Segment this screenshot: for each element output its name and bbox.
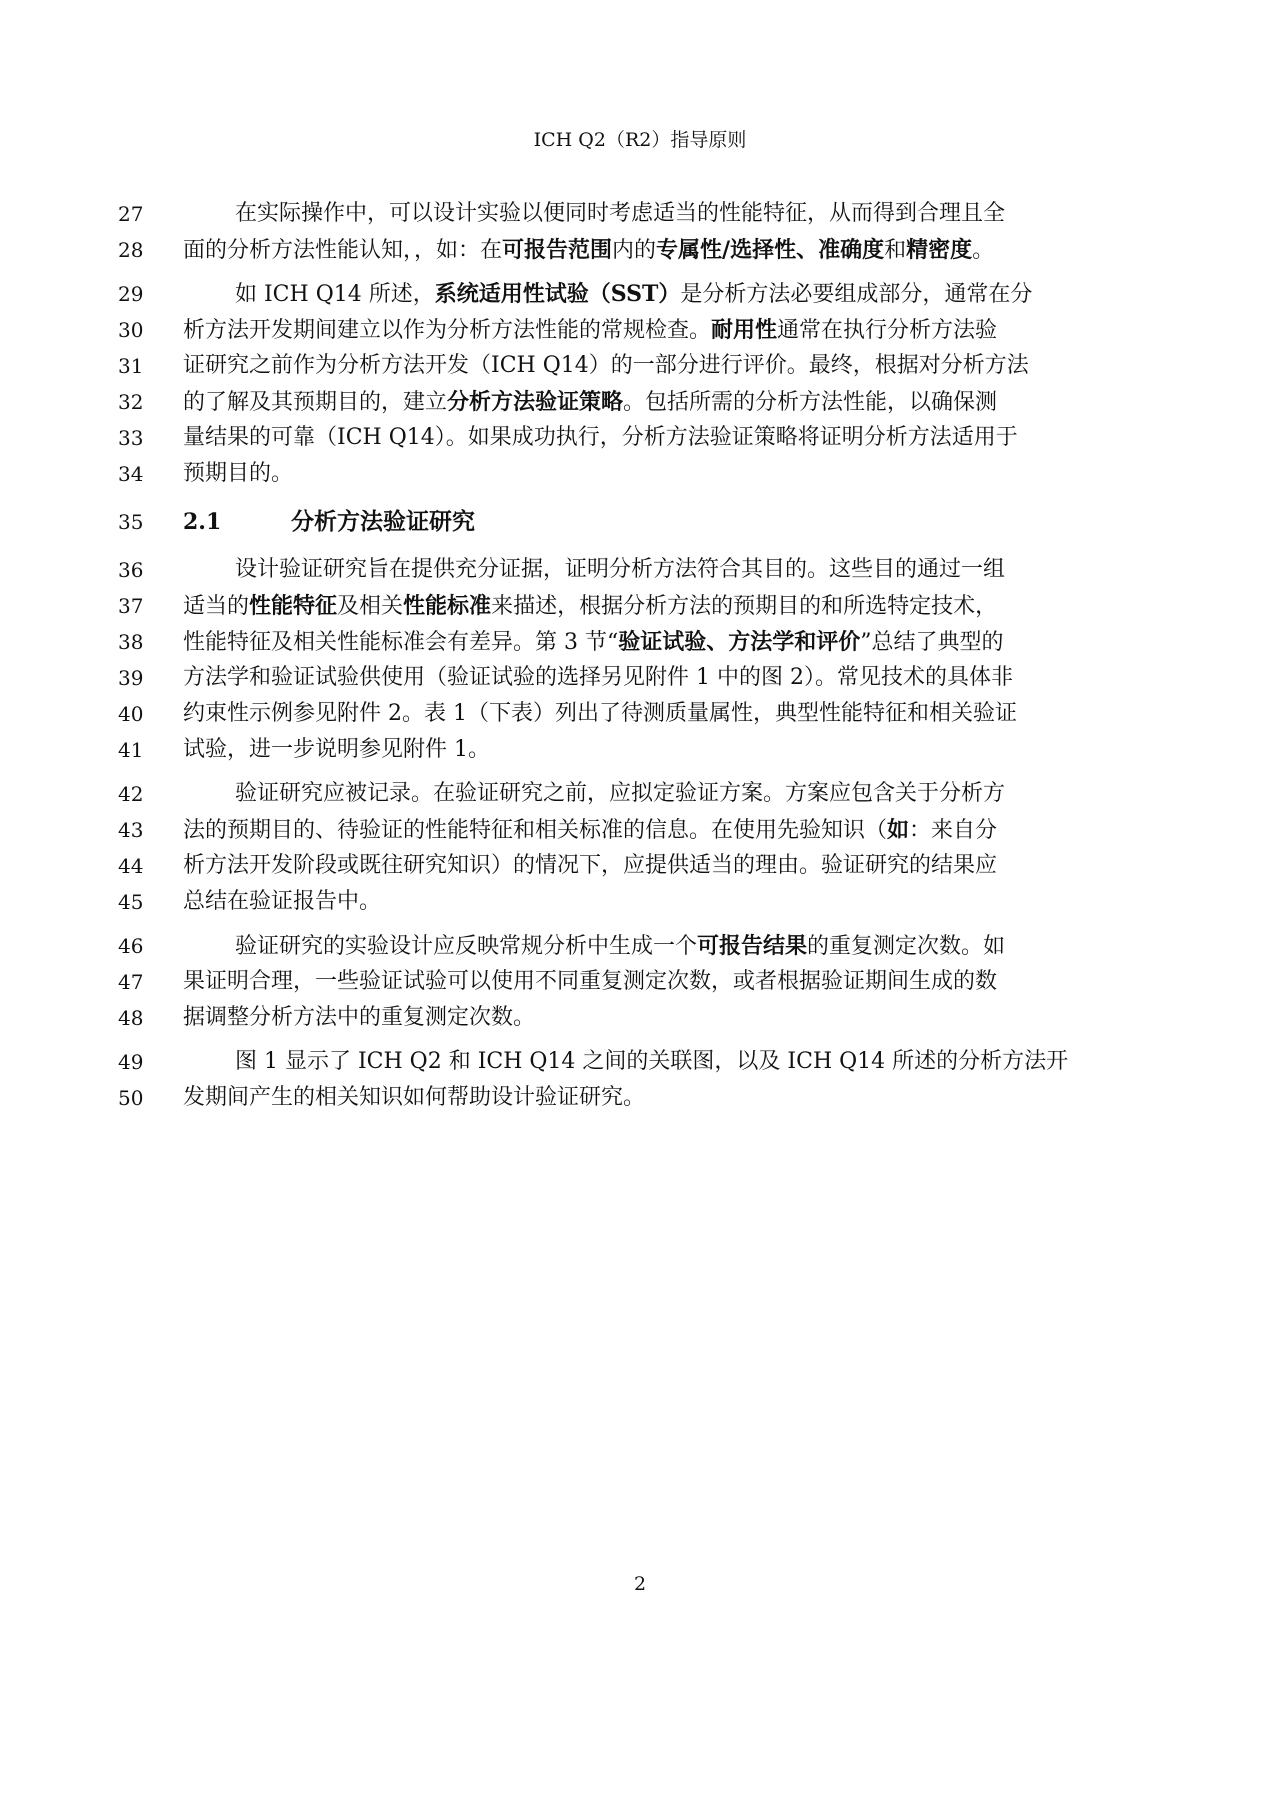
line-text: [183, 884, 1162, 920]
text-run: 发期间产生的相关知识如何帮助设计验证研究。: [183, 1085, 646, 1110]
line-text: [183, 732, 1162, 768]
text-run: 适当的: [183, 594, 250, 619]
text-run: 的重复测定次数。如: [807, 934, 1006, 959]
line-text: [183, 964, 1162, 1000]
text-line: [0, 276, 1280, 312]
bold-term: 性能特征: [249, 593, 338, 619]
text-run: 验证研究的实验设计应反映常规分析中生成一个: [235, 934, 698, 959]
bold-term: 系统适用性试验（SST）: [434, 281, 681, 307]
text-run: 及相关: [337, 594, 404, 619]
bold-term: 可报告范围: [502, 237, 613, 263]
text-line: [0, 964, 1280, 1000]
text-run: 是分析方法必要组成部分，通常在分: [680, 282, 1033, 307]
bold-term: 耐用性: [711, 317, 778, 343]
text-line: [0, 384, 1280, 420]
text-run: 通常在执行分析方法验: [777, 318, 998, 343]
text-run: ：来自分: [909, 818, 998, 843]
bold-term: 可报告结果: [697, 933, 808, 959]
section-heading: [0, 504, 1280, 540]
text-run: 图 1 显示了 ICH Q2 和 ICH Q14 之间的关联图，以及 ICH Q14 所述的分析方法开: [235, 1049, 1069, 1074]
text-line: [0, 348, 1280, 384]
text-run: 析方法开发期间建立以作为分析方法性能的常规检查。: [183, 318, 712, 343]
line-text: [183, 456, 1162, 492]
bold-term: 分析方法验证策略: [447, 389, 624, 415]
text-line: [0, 928, 1280, 964]
line-number: 35: [118, 510, 144, 534]
text-run: ”总结了典型的: [860, 630, 1004, 655]
text-run: 来描述，根据分析方法的预期目的和所选特定技术，: [491, 594, 998, 619]
line-text: [183, 812, 1162, 849]
text-run: 总结在验证报告中。: [183, 889, 382, 914]
text-line: [0, 812, 1280, 848]
text-run: 性能特征及相关性能标准会有差异。第 3 节“: [183, 630, 619, 655]
line-number: 31: [118, 354, 144, 378]
line-number: 50: [118, 1086, 144, 1110]
text-line: [0, 232, 1280, 268]
line-number: 46: [118, 934, 144, 958]
text-line: [0, 588, 1280, 624]
line-number: 37: [118, 594, 144, 618]
section-number: 2.1: [183, 509, 222, 535]
text-line: [0, 696, 1280, 732]
line-number: 27: [118, 202, 144, 226]
text-line: [0, 552, 1280, 588]
text-line: [0, 1000, 1280, 1036]
line-number: 49: [118, 1050, 144, 1074]
text-line: [0, 196, 1280, 232]
line-number: 33: [118, 426, 144, 450]
section-title: 分析方法验证研究: [291, 508, 475, 535]
line-text: [183, 848, 1162, 884]
text-line: [0, 1080, 1280, 1116]
text-line: [0, 1044, 1280, 1080]
bold-term: 验证试验、方法学和评价: [618, 629, 861, 655]
line-text: [235, 552, 1162, 588]
text-run: 的了解及其预期目的，建立: [183, 390, 448, 415]
line-number: 43: [118, 818, 144, 842]
line-number: 48: [118, 1006, 144, 1030]
text-line: [0, 456, 1280, 492]
text-run: 。包括所需的分析方法性能，以确保测: [623, 390, 998, 415]
text-run: 据调整分析方法中的重复测定次数。: [183, 1005, 536, 1030]
line-text: [183, 624, 1162, 661]
text-run: 验证研究应被记录。在验证研究之前，应拟定验证方案。方案应包含关于分析方: [235, 781, 1006, 806]
line-text: [235, 196, 1162, 232]
line-text: [183, 384, 1162, 421]
text-line: [0, 776, 1280, 812]
running-header: ICH Q2（R2）指导原则: [533, 129, 747, 151]
line-number: 45: [118, 890, 144, 914]
line-number: 40: [118, 702, 144, 726]
text-line: [0, 660, 1280, 696]
text-run: 约束性示例参见附件 2。表 1（下表）列出了待测质量属性，典型性能特征和相关验证: [183, 701, 1017, 726]
text-line: [0, 624, 1280, 660]
text-line: [0, 884, 1280, 920]
line-number: 38: [118, 630, 144, 654]
text-run: 法的预期目的、待验证的性能特征和相关标准的信息。在使用先验知识（: [183, 818, 888, 843]
text-line: [0, 312, 1280, 348]
line-text: [183, 348, 1162, 384]
text-run: 方法学和验证试验供使用（验证试验的选择另见附件 1 中的图 2）。常见技术的具体非: [183, 665, 1013, 690]
line-text: [235, 928, 1162, 965]
text-run: 在实际操作中，可以设计实验以便同时考虑适当的性能特征，从而得到合理且全: [235, 201, 1006, 226]
line-text: [235, 776, 1162, 812]
line-number: 42: [118, 782, 144, 806]
line-number: 29: [118, 282, 144, 306]
line-text: [235, 1044, 1162, 1080]
text-line: [0, 848, 1280, 884]
text-run: 析方法开发阶段或既往研究知识）的情况下，应提供适当的理由。验证研究的结果应: [183, 853, 998, 878]
line-text: [183, 696, 1162, 732]
text-run: 如 ICH Q14 所述，: [235, 282, 435, 307]
text-run: 设计验证研究旨在提供充分证据，证明分析方法符合其目的。这些目的通过一组: [235, 557, 1006, 582]
line-number: 44: [118, 854, 144, 878]
bold-term: 专属性/选择性、准确度: [656, 237, 885, 263]
bold-term: 如: [887, 817, 910, 843]
text-line: [0, 420, 1280, 456]
line-number: 34: [118, 462, 144, 486]
line-text: [183, 660, 1162, 696]
line-number: 30: [118, 318, 144, 342]
text-run: 证研究之前作为分析方法开发（ICH Q14）的一部分进行评价。最终，根据对分析方法: [183, 353, 1029, 378]
text-run: 。: [972, 238, 995, 263]
text-run: 果证明合理，一些验证试验可以使用不同重复测定次数，或者根据验证期间生成的数: [183, 969, 998, 994]
text-run: 面的分析方法性能认知，，如：在: [183, 238, 503, 263]
line-number: 28: [118, 238, 144, 262]
page-number: 2: [633, 1573, 647, 1595]
text-run: 试验，进一步说明参见附件 1。: [183, 737, 490, 762]
line-number: 47: [118, 970, 144, 994]
line-number: 32: [118, 390, 144, 414]
line-text: [183, 588, 1162, 625]
line-text: [183, 312, 1162, 349]
text-run: 量结果的可靠（ICH Q14）。如果成功执行，分析方法验证策略将证明分析方法适用于: [183, 425, 1018, 450]
text-run: 预期目的。: [183, 461, 294, 486]
line-number: 41: [118, 738, 144, 762]
text-run: 和: [884, 238, 907, 263]
line-number: 39: [118, 666, 144, 690]
line-number: 36: [118, 558, 144, 582]
line-text: [183, 420, 1162, 456]
text-line: [0, 732, 1280, 768]
bold-term: 精密度: [906, 237, 973, 263]
line-text: [235, 276, 1162, 313]
bold-term: 性能标准: [403, 593, 492, 619]
text-run: 内的: [612, 238, 657, 263]
line-text: [183, 1000, 1162, 1036]
line-text: [183, 232, 1162, 269]
line-text: [183, 1080, 1162, 1116]
